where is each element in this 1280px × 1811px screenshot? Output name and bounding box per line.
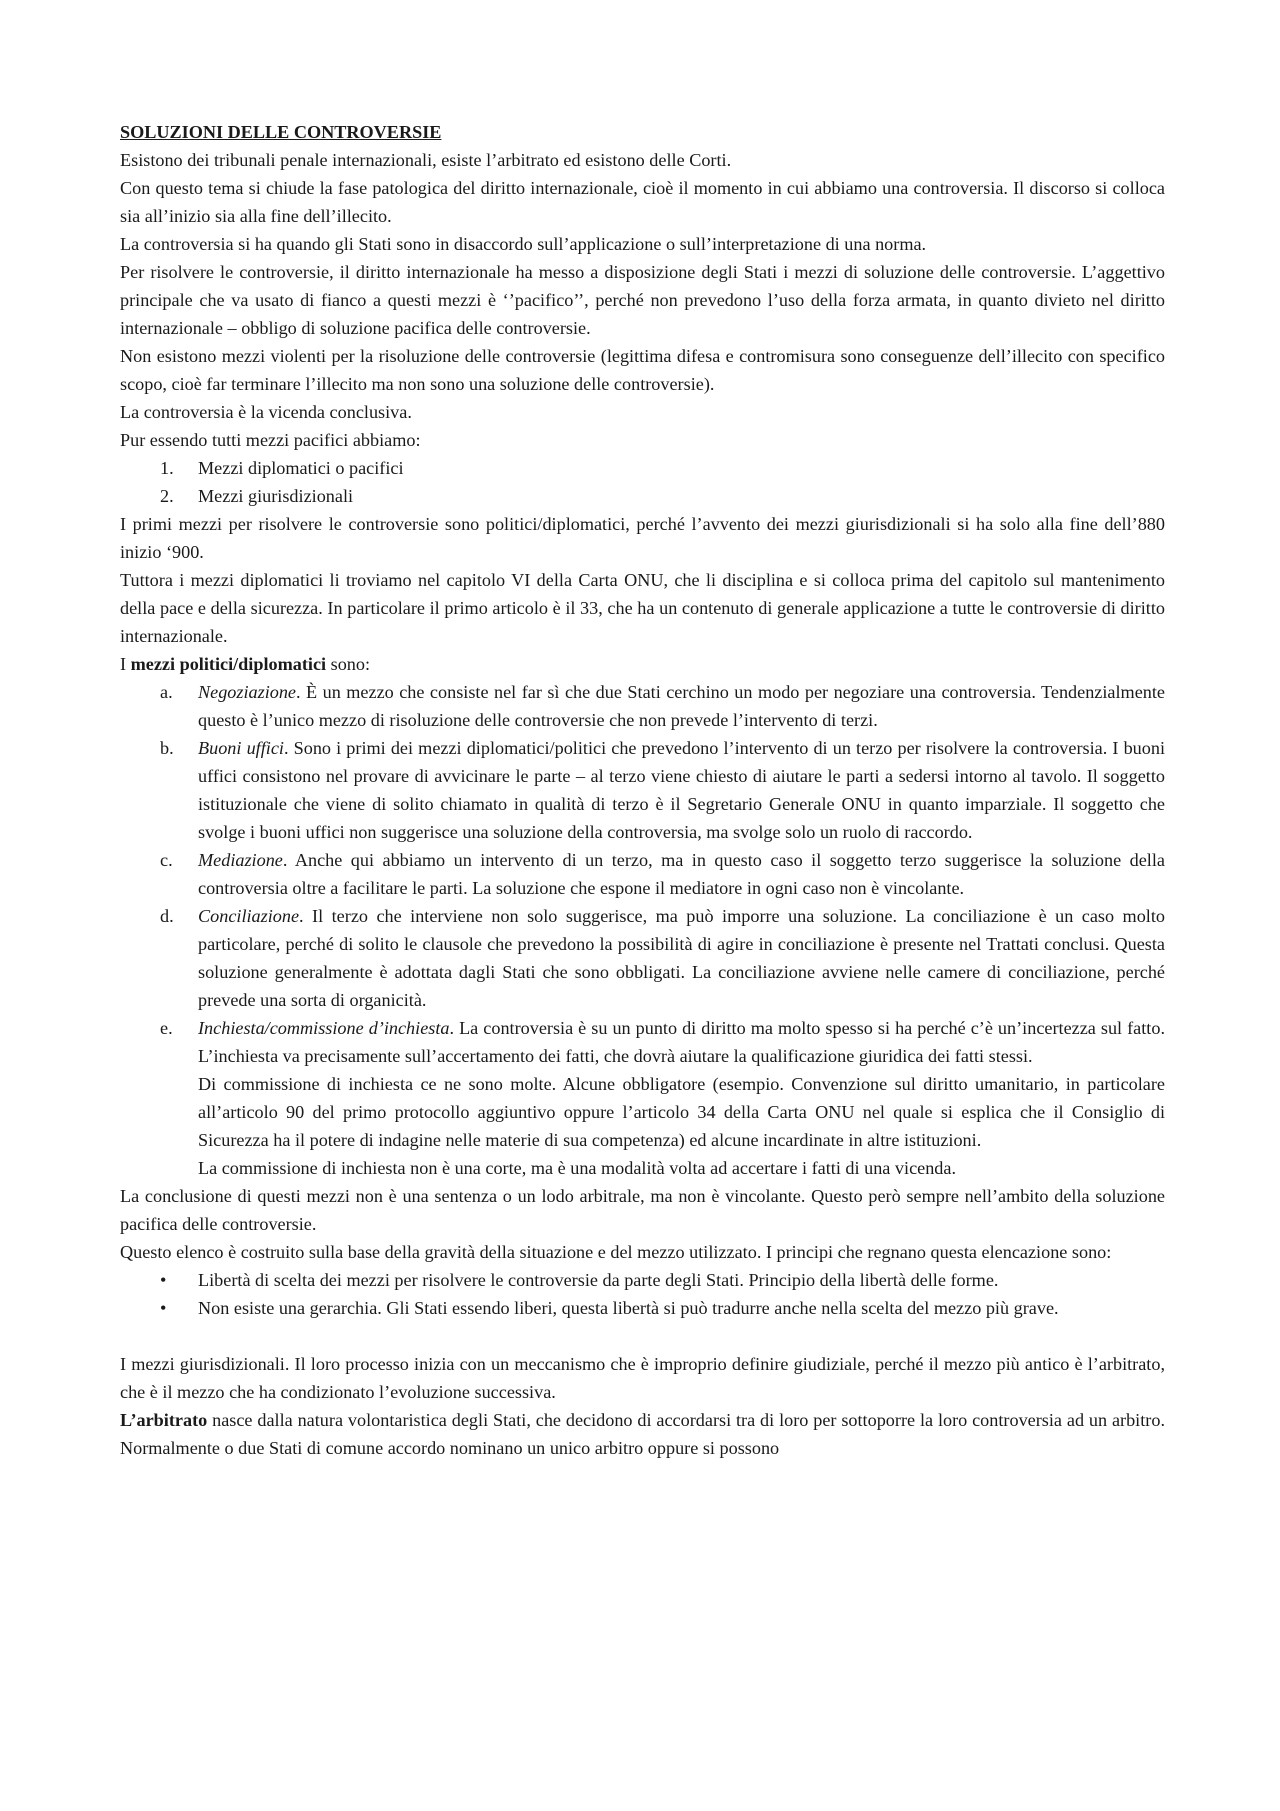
list-item — [120, 846, 1165, 902]
list-marker: d. — [160, 906, 174, 926]
sub-paragraph: La commissione di inchiesta non è una corte, ma è una modalità volta ad accertare i fatti di una vicenda. — [198, 1158, 957, 1178]
bullet-list — [120, 1266, 1165, 1322]
text-run: nasce dalla natura volontaristica degli Stati, che decidono di accordarsi tra di loro per sottoporre la loro controversia ad un arbitro. Normalmente o due Stati di comune accordo nominano un unico arbitro oppure si possono — [120, 1410, 1165, 1458]
lettered-list — [120, 678, 1165, 1182]
numbered-list — [120, 454, 1165, 510]
list-item — [120, 902, 1165, 1014]
paragraph: La controversia è la vicenda conclusiva. — [120, 402, 412, 422]
page-title: SOLUZIONI DELLE CONTROVERSIE — [120, 122, 442, 142]
list-term: Inchiesta/commissione d’inchiesta — [198, 1018, 450, 1038]
paragraph: I primi mezzi per risolvere le controversie sono politici/diplomatici, perché l’avvento dei mezzi giurisdizionali si ha solo alla fine dell’880 inizio ‘900. — [120, 514, 1165, 562]
list-item — [120, 454, 1165, 482]
list-term: Conciliazione — [198, 906, 300, 926]
bold-term: L’arbitrato — [120, 1410, 208, 1430]
list-item-text: Mezzi diplomatici o pacifici — [198, 458, 404, 478]
sub-paragraph: Di commissione di inchiesta ce ne sono molte. Alcune obbligatore (esempio. Convenzione sul diritto umanitario, in particolare all’articolo 90 del primo protocollo aggiuntivo oppure l’articolo 34 della Carta ONU nel quale si esplica che il Consiglio di Sicurezza ha il potere di indagine nelle materie di sua competenza) ed alcune incardinate in altre istituzioni. — [198, 1074, 1165, 1150]
list-item-text: . Sono i primi dei mezzi diplomatici/politici che prevedono l’intervento di un terzo per risolvere la controversia. I buoni uffici consistono nel provare di avvicinare le parte – al terzo viene chiesto di aiutare le parti a sedersi intorno al tavolo. Il soggetto istituzionale che viene di solito chiamato in qualità di terzo è il Segretario Generale ONU in quanto imparziale. Il soggetto che svolge i buoni uffici non suggerisce una soluzione della controversia, ma svolge solo un ruolo di raccordo. — [198, 738, 1165, 842]
list-item — [120, 1294, 1165, 1322]
list-term: Negoziazione — [198, 682, 297, 702]
document-page — [120, 118, 1165, 1462]
bold-term: mezzi politici/diplomatici — [130, 654, 327, 674]
paragraph: Con questo tema si chiude la fase patologica del diritto internazionale, cioè il momento in cui abbiamo una controversia. Il discorso si colloca sia all’inizio sia alla fine dell’illecito. — [120, 178, 1165, 226]
list-marker: 1. — [160, 458, 174, 478]
list-item-text: . Anche qui abbiamo un intervento di un terzo, ma in questo caso il soggetto terzo suggerisce la soluzione della controversia oltre a facilitare le parti. La soluzione che espone il mediatore in ogni caso non è vincolante. — [198, 850, 1165, 898]
paragraph: La conclusione di questi mezzi non è una sentenza o un lodo arbitrale, ma non è vincolante. Questo però sempre nell’ambito della soluzione pacifica delle controversie. — [120, 1186, 1165, 1234]
list-item-text: . La controversia è su un punto di diritto ma molto spesso si ha perché c’è un’incertezza sul fatto. L’inchiesta va precisamente sull’accertamento dei fatti, che dovrà aiutare la qualificazione giuridica dei fatti stessi. — [198, 1018, 1165, 1066]
list-item — [120, 734, 1165, 846]
list-item-text: . È un mezzo che consiste nel far sì che due Stati cerchino un modo per negoziare una controversia. Tendenzialmente questo è l’unico mezzo di risoluzione delle controversie che non prevede l’intervento di terzi. — [198, 682, 1165, 730]
list-marker: b. — [160, 738, 174, 758]
paragraph: Tuttora i mezzi diplomatici li troviamo nel capitolo VI della Carta ONU, che li disciplina e si colloca prima del capitolo sul mantenimento della pace e della sicurezza. In particolare il primo articolo è il 33, che ha un contenuto di generale applicazione a tutte le controversie di diritto internazionale. — [120, 570, 1165, 646]
list-marker: a. — [160, 682, 173, 702]
bullet-icon: • — [160, 1298, 167, 1318]
mezzi-intro — [120, 650, 1165, 678]
bullet-icon: • — [160, 1270, 167, 1290]
list-item — [120, 482, 1165, 510]
text-run: I — [120, 654, 131, 674]
paragraph: Pur essendo tutti mezzi pacifici abbiamo: — [120, 430, 421, 450]
paragraph: Questo elenco è costruito sulla base della gravità della situazione e del mezzo utilizzato. I principi che regnano questa elencazione sono: — [120, 1242, 1112, 1262]
list-item — [120, 1014, 1165, 1182]
paragraph: Per risolvere le controversie, il diritto internazionale ha messo a disposizione degli Stati i mezzi di soluzione delle controversie. L’aggettivo principale che va usato di fianco a questi mezzi è ‘’pacifico’’, perché non prevedono l’uso della forza armata, in quanto divieto nel diritto internazionale – obbligo di soluzione pacifica delle controversie. — [120, 262, 1165, 338]
paragraph: I mezzi giurisdizionali. Il loro processo inizia con un meccanismo che è improprio definire giudiziale, perché il mezzo più antico è l’arbitrato, che è il mezzo che ha condizionato l’evoluzione successiva. — [120, 1354, 1165, 1402]
text-run: sono: — [326, 654, 371, 674]
list-item-text: Non esiste una gerarchia. Gli Stati essendo liberi, questa libertà si può tradurre anche nella scelta del mezzo più grave. — [198, 1298, 1059, 1318]
list-item — [120, 1266, 1165, 1294]
list-item-text: Mezzi giurisdizionali — [198, 486, 354, 506]
list-marker: e. — [160, 1018, 173, 1038]
list-marker: 2. — [160, 486, 174, 506]
paragraph: La controversia si ha quando gli Stati sono in disaccordo sull’applicazione o sull’interpretazione di una norma. — [120, 234, 927, 254]
list-item-text: . Il terzo che interviene non solo suggerisce, ma può imporre una soluzione. La conciliazione è un caso molto particolare, perché di solito le clausole che prevedono la possibilità di agire in conciliazione è presente nel Trattati conclusi. Questa soluzione generalmente è adottata dagli Stati che sono obbligati. La conciliazione avviene nelle camere di conciliazione, perché prevede una sorta di organicità. — [198, 906, 1165, 1010]
list-term: Mediazione — [198, 850, 283, 870]
paragraph: Esistono dei tribunali penale internazionali, esiste l’arbitrato ed esistono delle Corti. — [120, 150, 732, 170]
list-item-text: Libertà di scelta dei mezzi per risolvere le controversie da parte degli Stati. Principio della libertà delle forme. — [198, 1270, 999, 1290]
list-term: Buoni uffici — [198, 738, 284, 758]
paragraph: Non esistono mezzi violenti per la risoluzione delle controversie (legittima difesa e contromisura sono conseguenze dell’illecito con specifico scopo, cioè far terminare l’illecito ma non sono una soluzione delle controversie). — [120, 346, 1165, 394]
blank-line — [120, 1322, 1165, 1350]
arbitrato-paragraph — [120, 1406, 1165, 1462]
list-marker: c. — [160, 850, 173, 870]
list-item — [120, 678, 1165, 734]
